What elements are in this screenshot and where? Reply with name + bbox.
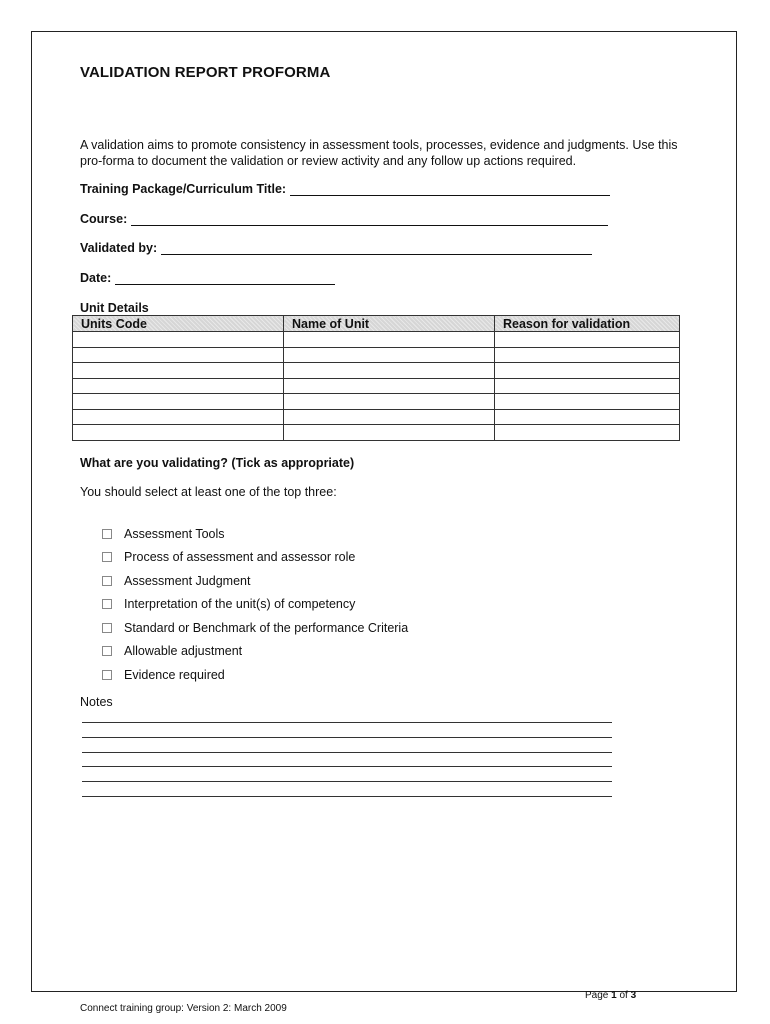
- table-cell[interactable]: [495, 394, 680, 410]
- table-cell[interactable]: [495, 332, 680, 348]
- table-row: [73, 409, 680, 425]
- table-cell[interactable]: [73, 425, 284, 441]
- checklist-item: [102, 616, 408, 640]
- checkbox[interactable]: [102, 529, 112, 539]
- checklist-item: [102, 593, 408, 617]
- validated-by-label: Validated by:: [80, 241, 158, 255]
- table-cell[interactable]: [284, 363, 495, 379]
- table-cell[interactable]: [284, 409, 495, 425]
- course-label: Course:: [80, 212, 128, 226]
- document-title: VALIDATION REPORT PROFORMA: [80, 64, 331, 81]
- checkbox[interactable]: [102, 646, 112, 656]
- table-cell[interactable]: [284, 332, 495, 348]
- checkbox[interactable]: [102, 552, 112, 562]
- page-number-prefix: Page: [585, 990, 612, 1001]
- checklist-item: [102, 640, 408, 664]
- column-header-reason: Reason for validation: [495, 316, 680, 332]
- intro-paragraph: A validation aims to promote consistency in assessment tools, processes, evidence and judgments. Use this pro-forma to document the validation or review activity and any follow up actions required.: [80, 138, 678, 168]
- date-label: Date:: [80, 271, 112, 285]
- page-current: 1: [611, 990, 617, 1001]
- notes-label: Notes: [80, 695, 113, 709]
- checkbox[interactable]: [102, 623, 112, 633]
- validated-by-field: [80, 241, 592, 255]
- table-cell[interactable]: [284, 425, 495, 441]
- validating-heading: What are you validating? (Tick as appropriate): [80, 456, 355, 470]
- table-cell[interactable]: [495, 378, 680, 394]
- checklist-item: [102, 569, 408, 593]
- notes-line[interactable]: [82, 722, 612, 737]
- table-cell[interactable]: [73, 347, 284, 363]
- checkbox[interactable]: [102, 599, 112, 609]
- checklist-item: [102, 663, 408, 687]
- course-input-line[interactable]: [131, 212, 608, 226]
- unit-details-table: [72, 315, 680, 441]
- page-border: [31, 31, 737, 992]
- page-of: of: [616, 990, 631, 1001]
- table-cell[interactable]: [73, 409, 284, 425]
- table-cell[interactable]: [495, 347, 680, 363]
- table-cell[interactable]: [73, 394, 284, 410]
- table-row: [73, 394, 680, 410]
- date-input-line[interactable]: [115, 271, 335, 285]
- course-field: [80, 212, 608, 226]
- validation-checklist: [102, 522, 408, 687]
- checklist-item-label: Assessment Tools: [124, 526, 225, 541]
- checkbox[interactable]: [102, 670, 112, 680]
- unit-details-heading: Unit Details: [80, 301, 149, 315]
- table-cell[interactable]: [284, 378, 495, 394]
- checklist-item-label: Allowable adjustment: [124, 644, 243, 659]
- notes-line[interactable]: [82, 796, 612, 811]
- table-cell[interactable]: [495, 409, 680, 425]
- table-cell[interactable]: [73, 363, 284, 379]
- date-field: [80, 271, 335, 285]
- table-cell[interactable]: [284, 347, 495, 363]
- table-cell[interactable]: [73, 332, 284, 348]
- table-row: [73, 425, 680, 441]
- checkbox[interactable]: [102, 576, 112, 586]
- table-cell[interactable]: [495, 363, 680, 379]
- notes-line[interactable]: [82, 752, 612, 767]
- table-cell[interactable]: [284, 394, 495, 410]
- training-package-label: Training Package/Curriculum Title:: [80, 182, 287, 196]
- table-row: [73, 363, 680, 379]
- checklist-item-label: Standard or Benchmark of the performance Criteria: [124, 620, 409, 635]
- checklist-item: [102, 522, 408, 546]
- table-row: [73, 347, 680, 363]
- table-cell[interactable]: [495, 425, 680, 441]
- page-total: 3: [630, 990, 637, 1001]
- validating-instruction: You should select at least one of the top three:: [80, 485, 337, 499]
- training-package-input-line[interactable]: [290, 182, 610, 196]
- notes-line[interactable]: [82, 737, 612, 752]
- checklist-item-label: Evidence required: [124, 667, 225, 682]
- checklist-item-label: Assessment Judgment: [124, 573, 251, 588]
- notes-line[interactable]: [82, 766, 612, 781]
- column-header-units-code: Units Code: [73, 316, 284, 332]
- footer-version: Connect training group: Version 2: March 2009: [80, 1003, 287, 1014]
- table-cell[interactable]: [73, 378, 284, 394]
- checklist-item-label: Interpretation of the unit(s) of competency: [124, 597, 356, 612]
- checklist-item-label: Process of assessment and assessor role: [124, 550, 356, 565]
- table-row: [73, 378, 680, 394]
- checklist-item: [102, 546, 408, 570]
- training-package-field: [80, 182, 610, 196]
- table-row: [73, 332, 680, 348]
- notes-lines: [82, 722, 612, 811]
- validated-by-input-line[interactable]: [161, 241, 592, 255]
- column-header-name-of-unit: Name of Unit: [284, 316, 495, 332]
- page-number: [585, 990, 636, 1001]
- notes-line[interactable]: [82, 781, 612, 796]
- table-header-row: [73, 316, 680, 332]
